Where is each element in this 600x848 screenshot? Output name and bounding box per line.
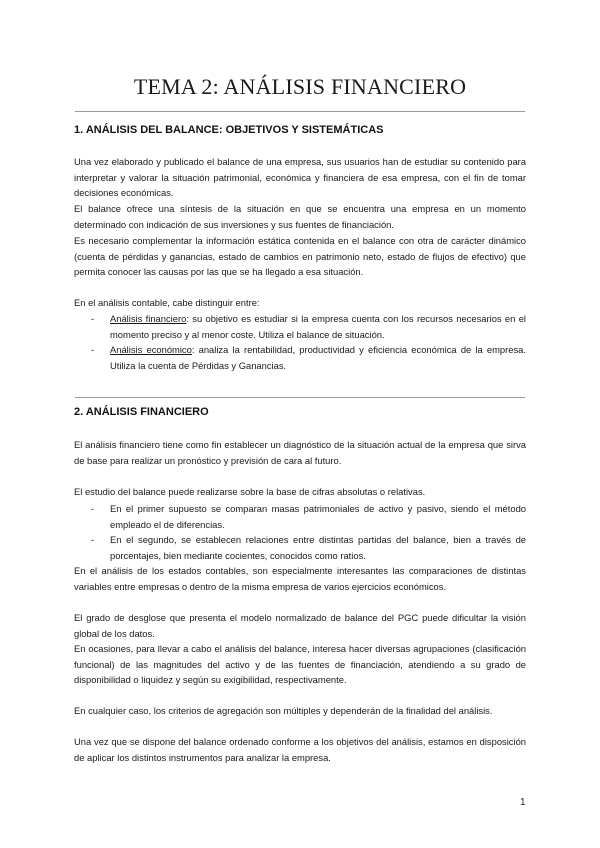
section-1-paragraph-3: Es necesario complementar la información estática contenida en el balance con otra de carácter dinámico (cuenta de pérdidas y ganancias, estado de cambios en patrimonio neto, estado de flujos de efectivo) que permita conocer las causas por las que se ha llegado a esa situación. <box>74 235 526 278</box>
list-item-text: : analiza la rentabilidad, productividad y eficiencia económica de la empresa. Utiliza la cuenta de Pérdidas y Ganancias. <box>110 344 526 371</box>
section-2-paragraph-2: El estudio del balance puede realizarse sobre la base de cifras absolutas o relativas. <box>74 486 426 497</box>
title-divider <box>75 111 525 112</box>
list-item-text: En el segundo, se establecen relaciones entre distintas partidas del balance, bien a través de porcentajes, bien mediante cocientes, conocidos como ratios. <box>110 534 526 561</box>
section-2-paragraph-1: El análisis financiero tiene como fin establecer un diagnóstico de la situación actual de la empresa que sirva de base para realizar un pronóstico y previsión de cara al futuro. <box>74 439 526 466</box>
section-2-paragraph-6: En cualquier caso, los criterios de agregación son múltiples y dependerán de la finalidad del análisis. <box>74 705 493 716</box>
section-1-paragraph-2: El balance ofrece una síntesis de la situación en que se encuentra una empresa en un momento determinado con indicación de sus inversiones y sus fuentes de financiación. <box>74 203 526 230</box>
bullet-dash: - <box>91 344 95 355</box>
list-item-text: En el primer supuesto se comparan masas patrimoniales de activo y pasivo, siendo el método empleado el de diferencias. <box>110 503 526 530</box>
section-2-paragraph-5: En ocasiones, para llevar a cabo el análisis del balance, interesa hacer diversas agrupaciones (clasificación funcional) de las magnitudes del activo y de las fuentes de financiación, atendiendo a su grado de disponibilidad o liquidez y según su exigibilidad, respectivamente. <box>74 643 526 686</box>
page-title: TEMA 2: ANÁLISIS FINANCIERO <box>133 74 467 99</box>
list-item-text: : su objetivo es estudiar si la empresa cuenta con los recursos necesarios en el momento preciso y al menor coste. Utiliza el balance de situación. <box>110 313 527 340</box>
section-2-paragraph-7: Una vez que se dispone del balance ordenado conforme a los objetivos del análisis, estamos en disposición de aplicar los distintos instrumentos para analizar la empresa. <box>74 736 526 763</box>
section-1-paragraph-1: Una vez elaborado y publicado el balance de una empresa, sus usuarios han de estudiar su contenido para interpretar y valorar la situación patrimonial, económica y financiera de esa empresa, con el fin de tomar decisiones económicas. <box>74 156 526 199</box>
bullet-dash: - <box>91 534 95 545</box>
section-2-paragraph-4: El grado de desglose que presenta el modelo normalizado de balance del PGC puede dificultar la visión global de los datos. <box>74 612 526 639</box>
section-divider <box>75 397 525 398</box>
page-number: 1 <box>520 797 526 808</box>
bullet-dash: - <box>91 503 95 514</box>
list-item <box>91 342 526 373</box>
section-1-heading: 1. ANÁLISIS DEL BALANCE: OBJETIVOS Y SISTEMÁTICAS <box>74 124 384 136</box>
list-item-term: Análisis económico <box>110 344 192 355</box>
list-item <box>91 311 527 342</box>
section-1-paragraph-4: En el análisis contable, cabe distinguir entre: <box>74 297 260 308</box>
section-2-paragraph-3: En el análisis de los estados contables, son especialmente interesantes las comparaciones de distintas variables entre empresas o dentro de la misma empresa de varios ejercicios económicos. <box>74 565 526 592</box>
list-item <box>91 501 526 532</box>
bullet-dash: - <box>91 313 95 324</box>
list-item-term: Análisis financiero <box>110 313 187 324</box>
list-item <box>91 532 526 563</box>
section-2-heading: 2. ANÁLISIS FINANCIERO <box>74 406 209 418</box>
